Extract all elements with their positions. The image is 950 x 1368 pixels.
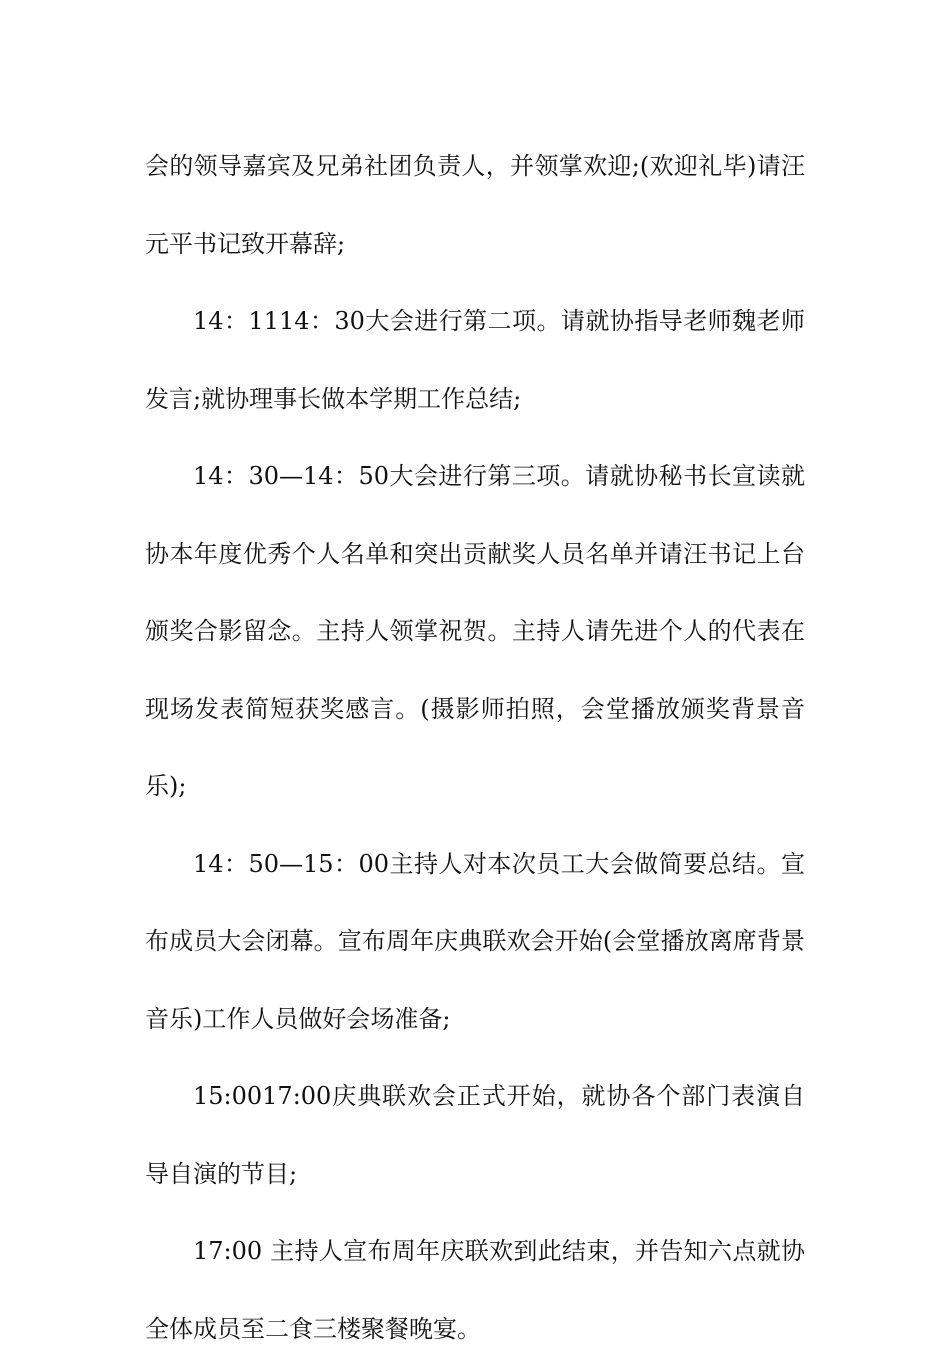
paragraph-continuation: 会的领导嘉宾及兄弟社团负责人，并领掌欢迎;(欢迎礼毕)请汪元平书记致开幕辞; bbox=[145, 152, 805, 258]
paragraph-item-1: 14：1114：30大会进行第二项。请就协指导老师魏老师发言;就协理事长做本学期工作总结; bbox=[145, 307, 805, 413]
paragraph-item-5: 17:00 主持人宣布周年庆联欢到此结束，并告知六点就协全体成员至二食三楼聚餐晚宴。 bbox=[145, 1237, 805, 1343]
paragraph-item-4: 15:0017:00庆典联欢会正式开始，就协各个部门表演自导自演的节目; bbox=[145, 1082, 805, 1188]
paragraph-item-3: 14：50—15：00主持人对本次员工大会做简要总结。宣布成员大会闭幕。宣布周年庆典联欢会开始(会堂播放离席背景音乐)工作人员做好会场准备; bbox=[145, 849, 805, 1033]
document-body bbox=[145, 128, 805, 1368]
paragraph-item-2: 14：30—14：50大会进行第三项。请就协秘书长宣读就协本年度优秀个人名单和突出贡献奖人员名单并请汪书记上台颁奖合影留念。主持人领掌祝贺。主持人请先进个人的代表在现场发表简短获奖感言。(摄影师拍照，会堂播放颁奖背景音乐); bbox=[145, 462, 805, 800]
